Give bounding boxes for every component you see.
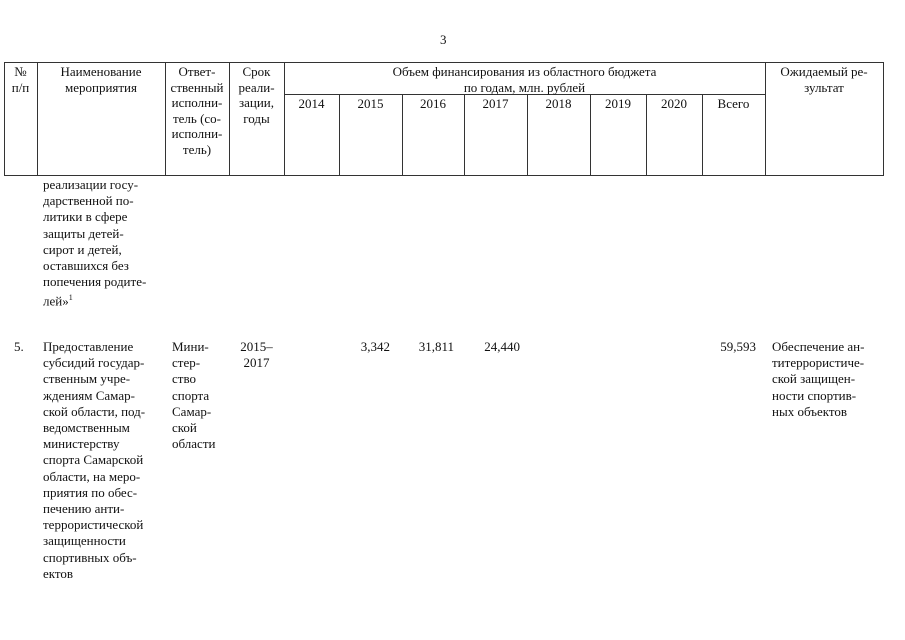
header-year-2014: 2014 [298,96,325,111]
row5-name: Предоставление субсидий государ- ственным учре- ждениям Самар- ской области, под- ведомственным министерству спорта Самарской области, на меро- приятия по обес- печению анти- террористической защищенности спортивных объ- ектов [43,339,146,581]
header-num: № п/п [11,64,30,95]
header-total: Всего [717,96,750,111]
row5-executor: Мини- стер- ство спорта Самар- ской области [172,339,216,452]
row5-number: 5. [14,339,24,354]
footnote-marker: 1 [68,293,73,303]
col-border-right [883,62,884,175]
page-number: 3 [440,32,447,47]
table-top-border [4,62,884,63]
row5-value-2015: 3,342 [360,339,390,354]
header-funding: Объем финансирования из областного бюджета по годам, млн. рублей [392,64,657,95]
row5-result: Обеспечение ан- титеррористиче- ской защищен- ности спортив- ных объектов [772,339,865,419]
header-year-2016: 2016 [420,96,446,111]
row5-term: 2015– 2017 [240,339,273,371]
header-year-2020: 2020 [661,96,687,111]
header-result: Ожидаемый ре- зультат [780,64,868,95]
continued-row-text: реализации госу- дарственной по- литики в сфере защиты детей- сирот и детей, оставшихся без попечения родите- лей» [43,177,147,309]
row5-value-total: 59,593 [720,339,756,354]
header-year-2019: 2019 [605,96,631,111]
continued-row-name [43,177,168,310]
header-year-2017: 2017 [482,96,509,111]
header-executor: Ответ- ственный исполни- тель (со- исполни- тель) [170,64,224,157]
header-year-2015: 2015 [357,96,384,111]
header-name: Наименование мероприятия [60,64,142,95]
header-term: Срок реали- зации, годы [238,64,275,126]
row5-value-2017: 24,440 [484,339,520,354]
header-bottom-border [4,175,884,176]
header-year-2018: 2018 [545,96,572,111]
row5-value-2016: 31,811 [418,339,454,354]
